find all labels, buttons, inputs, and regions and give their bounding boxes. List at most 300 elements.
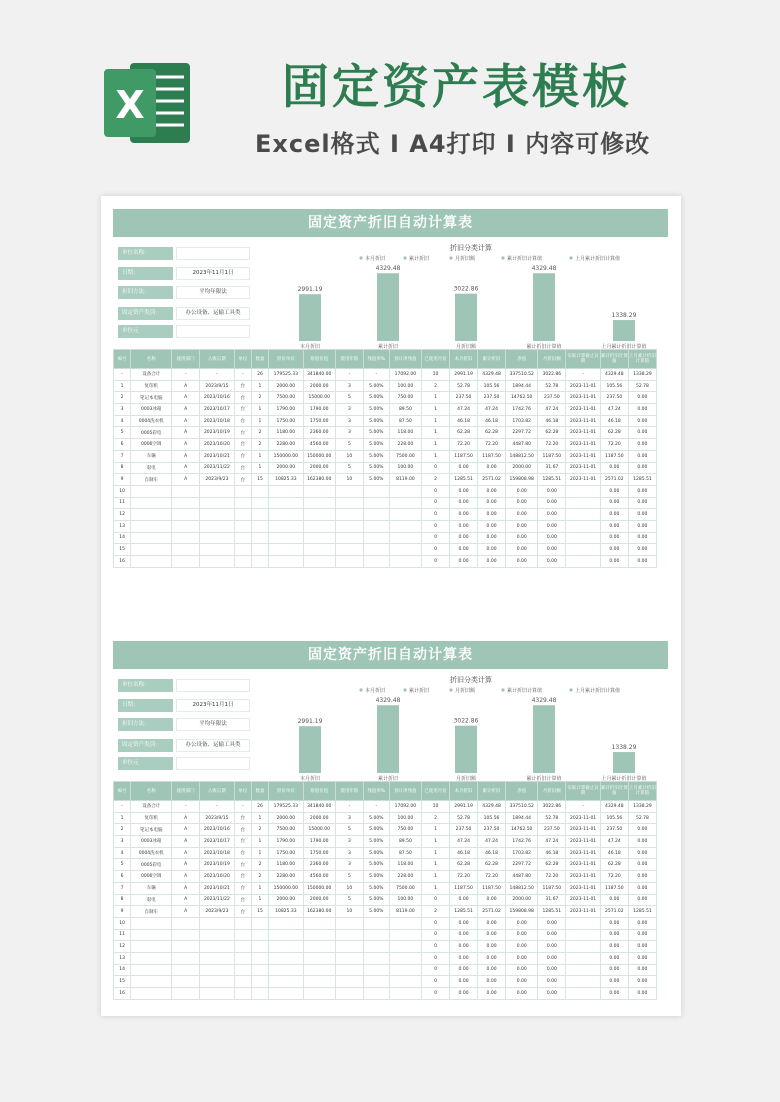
table-cell[interactable]: 0.00	[478, 941, 506, 953]
table-cell[interactable]	[234, 544, 251, 556]
table-cell[interactable]	[566, 917, 600, 929]
table-cell[interactable]: 2023/10/19	[200, 859, 234, 871]
table-cell[interactable]: 47.24	[450, 836, 478, 848]
table-cell[interactable]: -	[234, 369, 251, 381]
table-cell[interactable]: 46.18	[478, 847, 506, 859]
table-cell[interactable]: 2	[251, 427, 268, 439]
table-cell[interactable]: 62.28	[600, 859, 628, 871]
table-cell[interactable]: 8119.00	[389, 474, 421, 486]
table-cell[interactable]	[566, 544, 600, 556]
table-cell[interactable]	[251, 520, 268, 532]
table-cell[interactable]: 47.24	[600, 404, 628, 416]
table-cell[interactable]: 0.00	[478, 952, 506, 964]
table-cell[interactable]: 0.00	[628, 871, 656, 883]
table-cell[interactable]	[131, 556, 172, 568]
table-cell[interactable]	[389, 964, 421, 976]
table-cell[interactable]	[269, 976, 303, 988]
table-cell[interactable]	[251, 532, 268, 544]
table-cell[interactable]: 1187.50	[450, 882, 478, 894]
table-cell[interactable]: 5	[114, 427, 131, 439]
table-cell[interactable]: 337510.52	[506, 369, 538, 381]
table-cell[interactable]: 0.00	[538, 485, 566, 497]
table-cell[interactable]: -	[114, 801, 131, 813]
table-cell[interactable]: 62.28	[450, 427, 478, 439]
table-cell[interactable]: 0.00	[478, 964, 506, 976]
table-cell[interactable]: 2000.00	[303, 894, 335, 906]
table-cell[interactable]	[131, 929, 172, 941]
table-cell[interactable]: 2023/10/17	[200, 836, 234, 848]
table-cell[interactable]	[389, 929, 421, 941]
table-cell[interactable]: 0	[422, 532, 450, 544]
table-cell[interactable]: -	[172, 369, 200, 381]
table-cell[interactable]: 2000.00	[303, 812, 335, 824]
table-cell[interactable]: 0.00	[600, 485, 628, 497]
table-cell[interactable]: 自制车	[131, 906, 172, 918]
table-cell[interactable]: 0.00	[478, 485, 506, 497]
table-cell[interactable]: 148812.50	[506, 450, 538, 462]
table-cell[interactable]: 5.00%	[363, 882, 389, 894]
table-cell[interactable]	[172, 520, 200, 532]
table-cell[interactable]: 0.00	[478, 917, 506, 929]
table-cell[interactable]	[303, 544, 335, 556]
table-cell[interactable]: 2023/11/22	[200, 462, 234, 474]
table-cell[interactable]: 0.00	[478, 462, 506, 474]
table-cell[interactable]	[303, 485, 335, 497]
table-cell[interactable]	[234, 929, 251, 941]
table-cell[interactable]: 台	[234, 859, 251, 871]
table-cell[interactable]	[363, 964, 389, 976]
table-cell[interactable]: 0.00	[538, 929, 566, 941]
table-cell[interactable]: 15000.00	[303, 392, 335, 404]
table-cell[interactable]: 2	[422, 474, 450, 486]
table-cell[interactable]: 62.28	[478, 859, 506, 871]
table-cell[interactable]: 0.00	[538, 976, 566, 988]
table-cell[interactable]: 1	[422, 859, 450, 871]
table-cell[interactable]: A	[172, 450, 200, 462]
table-cell[interactable]: -	[566, 801, 600, 813]
table-cell[interactable]	[303, 952, 335, 964]
table-cell[interactable]: 1790.00	[269, 836, 303, 848]
info-value[interactable]: 平均年限法	[176, 286, 250, 299]
table-cell[interactable]: 2023-11-01	[566, 450, 600, 462]
table-cell[interactable]: 0.00	[538, 509, 566, 521]
table-cell[interactable]: 0.00	[600, 964, 628, 976]
table-cell[interactable]: 118.00	[389, 427, 421, 439]
table-cell[interactable]: 341840.00	[303, 801, 335, 813]
table-cell[interactable]: 62.28	[538, 859, 566, 871]
table-cell[interactable]: 11	[114, 929, 131, 941]
table-cell[interactable]: 0.00	[538, 941, 566, 953]
table-cell[interactable]: 3	[335, 859, 363, 871]
table-cell[interactable]	[335, 509, 363, 521]
table-cell[interactable]: 1790.00	[303, 836, 335, 848]
table-cell[interactable]: 0.00	[600, 941, 628, 953]
table-cell[interactable]: 0.00	[628, 462, 656, 474]
table-cell[interactable]: 2023-11-01	[566, 859, 600, 871]
table-cell[interactable]	[303, 497, 335, 509]
table-cell[interactable]: 7	[114, 882, 131, 894]
table-cell[interactable]: 5.00%	[363, 894, 389, 906]
table-cell[interactable]	[251, 556, 268, 568]
table-cell[interactable]: 162380.00	[303, 906, 335, 918]
table-cell[interactable]	[566, 556, 600, 568]
table-cell[interactable]: 89.50	[389, 836, 421, 848]
table-cell[interactable]: 1187.50	[450, 450, 478, 462]
table-cell[interactable]: A	[172, 427, 200, 439]
table-cell[interactable]: 0.00	[506, 520, 538, 532]
table-cell[interactable]: 0.00	[628, 917, 656, 929]
table-cell[interactable]	[389, 556, 421, 568]
table-cell[interactable]: 11	[114, 497, 131, 509]
table-cell[interactable]: 0004洗衣机	[131, 415, 172, 427]
table-cell[interactable]: 17092.00	[389, 369, 421, 381]
table-cell[interactable]: A	[172, 812, 200, 824]
table-cell[interactable]	[335, 964, 363, 976]
table-cell[interactable]: 2023-11-01	[566, 392, 600, 404]
table-cell[interactable]	[566, 509, 600, 521]
table-cell[interactable]: 0	[422, 462, 450, 474]
table-cell[interactable]: 5	[335, 894, 363, 906]
table-cell[interactable]	[389, 544, 421, 556]
table-cell[interactable]: 1	[251, 847, 268, 859]
table-cell[interactable]: 0.00	[506, 532, 538, 544]
table-cell[interactable]	[172, 556, 200, 568]
table-cell[interactable]	[303, 964, 335, 976]
table-cell[interactable]: 179525.33	[269, 369, 303, 381]
table-cell[interactable]: 0.00	[506, 544, 538, 556]
table-cell[interactable]: 2297.72	[506, 427, 538, 439]
table-cell[interactable]: 2360.00	[303, 427, 335, 439]
table-cell[interactable]: 1187.50	[600, 882, 628, 894]
table-cell[interactable]: 1790.00	[303, 404, 335, 416]
table-cell[interactable]	[131, 520, 172, 532]
table-cell[interactable]: 0.00	[538, 532, 566, 544]
table-cell[interactable]: 89.50	[389, 404, 421, 416]
table-cell[interactable]: 1285.51	[450, 474, 478, 486]
table-cell[interactable]: 1	[114, 812, 131, 824]
table-cell[interactable]: 1285.51	[628, 474, 656, 486]
table-cell[interactable]	[389, 520, 421, 532]
table-cell[interactable]: 7500.00	[269, 824, 303, 836]
table-cell[interactable]: 0.00	[538, 520, 566, 532]
table-cell[interactable]: 2023-11-01	[566, 871, 600, 883]
table-cell[interactable]: 4487.80	[506, 871, 538, 883]
table-cell[interactable]: 0.00	[450, 532, 478, 544]
table-cell[interactable]	[303, 988, 335, 1000]
table-cell[interactable]: 0.00	[628, 544, 656, 556]
table-cell[interactable]: -	[200, 369, 234, 381]
table-cell[interactable]: 1894.44	[506, 380, 538, 392]
table-cell[interactable]: 10	[114, 917, 131, 929]
table-cell[interactable]: 9	[114, 474, 131, 486]
table-cell[interactable]	[234, 532, 251, 544]
table-cell[interactable]: 10	[335, 882, 363, 894]
table-cell[interactable]	[269, 544, 303, 556]
table-cell[interactable]: 46.18	[538, 415, 566, 427]
table-cell[interactable]	[251, 544, 268, 556]
table-cell[interactable]: 2	[251, 859, 268, 871]
table-cell[interactable]	[363, 544, 389, 556]
table-cell[interactable]: 0.00	[600, 544, 628, 556]
table-cell[interactable]: 5.00%	[363, 450, 389, 462]
table-cell[interactable]	[131, 952, 172, 964]
table-cell[interactable]	[303, 941, 335, 953]
table-cell[interactable]: 237.50	[600, 392, 628, 404]
table-cell[interactable]: 0	[422, 509, 450, 521]
table-cell[interactable]: 62.28	[600, 427, 628, 439]
table-cell[interactable]	[234, 917, 251, 929]
table-cell[interactable]: 1187.50	[600, 450, 628, 462]
table-cell[interactable]: 0	[422, 917, 450, 929]
table-cell[interactable]: 0.00	[450, 941, 478, 953]
table-cell[interactable]: 237.50	[450, 392, 478, 404]
table-cell[interactable]: 2280.00	[269, 871, 303, 883]
table-cell[interactable]: 100.00	[389, 380, 421, 392]
table-cell[interactable]: 4329.48	[478, 801, 506, 813]
table-cell[interactable]: 0.00	[600, 894, 628, 906]
table-cell[interactable]: 5	[114, 859, 131, 871]
table-cell[interactable]: 2023/10/16	[200, 392, 234, 404]
table-cell[interactable]: 16	[114, 988, 131, 1000]
table-cell[interactable]: 4329.48	[600, 369, 628, 381]
table-cell[interactable]	[172, 497, 200, 509]
table-cell[interactable]: 0.00	[628, 964, 656, 976]
table-cell[interactable]	[335, 952, 363, 964]
table-cell[interactable]: 15	[114, 544, 131, 556]
table-cell[interactable]: 1	[422, 392, 450, 404]
table-cell[interactable]: 2023/10/18	[200, 415, 234, 427]
table-cell[interactable]: 台	[234, 474, 251, 486]
table-cell[interactable]: 2023/9/15	[200, 812, 234, 824]
table-cell[interactable]: 2991.19	[450, 369, 478, 381]
table-cell[interactable]: 46.18	[450, 847, 478, 859]
table-cell[interactable]: 47.24	[600, 836, 628, 848]
table-cell[interactable]: 0.00	[450, 462, 478, 474]
table-cell[interactable]: 3	[335, 836, 363, 848]
table-cell[interactable]: 237.50	[538, 392, 566, 404]
table-cell[interactable]: 5.00%	[363, 392, 389, 404]
table-cell[interactable]: 0.00	[628, 894, 656, 906]
table-cell[interactable]: A	[172, 462, 200, 474]
table-cell[interactable]: 52.78	[538, 380, 566, 392]
table-cell[interactable]: 3	[335, 847, 363, 859]
table-cell[interactable]: 1	[422, 871, 450, 883]
table-cell[interactable]: 车辆	[131, 450, 172, 462]
table-cell[interactable]	[269, 532, 303, 544]
table-cell[interactable]: 4329.48	[478, 369, 506, 381]
table-cell[interactable]: 设备合计	[131, 801, 172, 813]
table-cell[interactable]: 105.56	[478, 380, 506, 392]
table-cell[interactable]: 1	[251, 404, 268, 416]
table-cell[interactable]: 1	[422, 415, 450, 427]
table-cell[interactable]: 0.00	[600, 976, 628, 988]
table-cell[interactable]	[303, 917, 335, 929]
table-cell[interactable]: 2	[251, 824, 268, 836]
table-cell[interactable]: A	[172, 859, 200, 871]
table-cell[interactable]: 87.50	[389, 415, 421, 427]
table-cell[interactable]: 2023/9/23	[200, 474, 234, 486]
table-cell[interactable]	[234, 520, 251, 532]
table-cell[interactable]	[566, 532, 600, 544]
table-cell[interactable]: 150000.00	[269, 882, 303, 894]
table-cell[interactable]: 1180.00	[269, 427, 303, 439]
table-cell[interactable]: 0.00	[538, 556, 566, 568]
table-cell[interactable]: 150000.00	[269, 450, 303, 462]
table-cell[interactable]	[303, 556, 335, 568]
table-cell[interactable]: 台	[234, 462, 251, 474]
info-value[interactable]	[176, 325, 250, 338]
table-cell[interactable]: 5.00%	[363, 859, 389, 871]
table-cell[interactable]: 笔记本电脑	[131, 392, 172, 404]
table-cell[interactable]: -	[363, 369, 389, 381]
table-cell[interactable]: 7500.00	[269, 392, 303, 404]
table-cell[interactable]: 0.00	[628, 556, 656, 568]
table-cell[interactable]: 2023-11-01	[566, 404, 600, 416]
table-cell[interactable]: 8119.00	[389, 906, 421, 918]
table-cell[interactable]: 2023/10/21	[200, 450, 234, 462]
table-cell[interactable]: 159808.98	[506, 906, 538, 918]
table-cell[interactable]: A	[172, 392, 200, 404]
table-cell[interactable]: 0	[422, 485, 450, 497]
table-cell[interactable]: 0.00	[478, 929, 506, 941]
table-cell[interactable]: 5.00%	[363, 812, 389, 824]
info-value[interactable]: 办公设备、运输工具类	[176, 739, 250, 752]
table-cell[interactable]	[200, 941, 234, 953]
table-cell[interactable]: 72.20	[450, 871, 478, 883]
table-cell[interactable]: 0006空调	[131, 439, 172, 451]
table-cell[interactable]: 72.20	[450, 439, 478, 451]
table-cell[interactable]: 2023/11/22	[200, 894, 234, 906]
table-cell[interactable]: -	[234, 801, 251, 813]
table-cell[interactable]	[200, 952, 234, 964]
table-cell[interactable]: 237.50	[600, 824, 628, 836]
table-cell[interactable]: 2023-11-01	[566, 380, 600, 392]
table-cell[interactable]: A	[172, 474, 200, 486]
table-cell[interactable]: 13	[114, 952, 131, 964]
table-cell[interactable]	[251, 964, 268, 976]
table-cell[interactable]	[172, 929, 200, 941]
table-cell[interactable]: 0.00	[450, 556, 478, 568]
table-cell[interactable]: 0	[422, 497, 450, 509]
info-value[interactable]	[176, 679, 250, 692]
table-cell[interactable]: 0.00	[628, 415, 656, 427]
table-cell[interactable]: 8	[114, 462, 131, 474]
table-cell[interactable]	[566, 929, 600, 941]
table-cell[interactable]: 1	[251, 462, 268, 474]
table-cell[interactable]: 2023/9/15	[200, 380, 234, 392]
table-cell[interactable]: A	[172, 380, 200, 392]
table-cell[interactable]: 72.20	[600, 871, 628, 883]
table-cell[interactable]: 14	[114, 532, 131, 544]
table-cell[interactable]: 72.20	[600, 439, 628, 451]
table-cell[interactable]	[335, 556, 363, 568]
table-cell[interactable]: 15000.00	[303, 824, 335, 836]
table-cell[interactable]: 0.00	[506, 976, 538, 988]
table-cell[interactable]: 47.24	[478, 404, 506, 416]
table-cell[interactable]: 159808.98	[506, 474, 538, 486]
table-cell[interactable]: 10	[335, 450, 363, 462]
table-cell[interactable]	[251, 988, 268, 1000]
table-cell[interactable]: A	[172, 836, 200, 848]
table-cell[interactable]: 2023-11-01	[566, 462, 600, 474]
table-cell[interactable]	[131, 941, 172, 953]
table-cell[interactable]: 10	[422, 801, 450, 813]
table-cell[interactable]	[335, 532, 363, 544]
table-cell[interactable]: 3	[335, 404, 363, 416]
table-cell[interactable]: 337510.52	[506, 801, 538, 813]
table-cell[interactable]: 2023/10/20	[200, 439, 234, 451]
table-cell[interactable]	[335, 941, 363, 953]
table-cell[interactable]: 0.00	[450, 497, 478, 509]
table-cell[interactable]: 0.00	[628, 450, 656, 462]
table-cell[interactable]: 1	[251, 882, 268, 894]
table-cell[interactable]	[251, 509, 268, 521]
table-cell[interactable]	[363, 509, 389, 521]
table-cell[interactable]: 0.00	[450, 964, 478, 976]
table-cell[interactable]: 47.24	[478, 836, 506, 848]
table-cell[interactable]: 0.00	[538, 497, 566, 509]
table-cell[interactable]	[566, 976, 600, 988]
table-cell[interactable]: 台	[234, 404, 251, 416]
table-cell[interactable]: 0	[422, 894, 450, 906]
table-cell[interactable]: -	[363, 801, 389, 813]
table-cell[interactable]: 0.00	[628, 836, 656, 848]
table-cell[interactable]	[234, 952, 251, 964]
table-cell[interactable]	[131, 917, 172, 929]
table-cell[interactable]: 118.00	[389, 859, 421, 871]
table-cell[interactable]	[131, 497, 172, 509]
table-cell[interactable]: 2	[251, 392, 268, 404]
table-cell[interactable]	[131, 485, 172, 497]
table-cell[interactable]: 3	[335, 380, 363, 392]
table-cell[interactable]: 12	[114, 509, 131, 521]
table-cell[interactable]	[566, 952, 600, 964]
table-cell[interactable]: 0.00	[628, 485, 656, 497]
table-cell[interactable]: 3	[335, 415, 363, 427]
table-cell[interactable]: 0.00	[628, 404, 656, 416]
table-cell[interactable]: 100.00	[389, 812, 421, 824]
table-cell[interactable]: -	[335, 801, 363, 813]
table-cell[interactable]: 750.00	[389, 392, 421, 404]
table-cell[interactable]	[131, 509, 172, 521]
table-cell[interactable]: 0.00	[506, 497, 538, 509]
table-cell[interactable]: 0.00	[538, 964, 566, 976]
table-cell[interactable]: 1703.82	[506, 847, 538, 859]
table-cell[interactable]: 0.00	[478, 497, 506, 509]
table-cell[interactable]: 1180.00	[269, 859, 303, 871]
info-value[interactable]	[176, 247, 250, 260]
table-cell[interactable]: 5.00%	[363, 836, 389, 848]
table-cell[interactable]	[335, 520, 363, 532]
table-cell[interactable]	[251, 497, 268, 509]
table-cell[interactable]: 228.00	[389, 871, 421, 883]
table-cell[interactable]: 72.20	[478, 871, 506, 883]
table-cell[interactable]	[566, 941, 600, 953]
table-cell[interactable]: 0.00	[600, 988, 628, 1000]
table-cell[interactable]: 5	[335, 439, 363, 451]
table-cell[interactable]: 0.00	[628, 847, 656, 859]
table-cell[interactable]: 1285.51	[538, 474, 566, 486]
table-cell[interactable]: 0.00	[628, 392, 656, 404]
table-cell[interactable]: 237.50	[478, 392, 506, 404]
table-cell[interactable]: 0.00	[628, 882, 656, 894]
table-cell[interactable]: 2023/10/18	[200, 847, 234, 859]
table-cell[interactable]: 4487.80	[506, 439, 538, 451]
table-cell[interactable]	[269, 964, 303, 976]
table-cell[interactable]: 1750.00	[269, 415, 303, 427]
table-cell[interactable]: 10	[422, 369, 450, 381]
table-cell[interactable]: 237.50	[478, 824, 506, 836]
